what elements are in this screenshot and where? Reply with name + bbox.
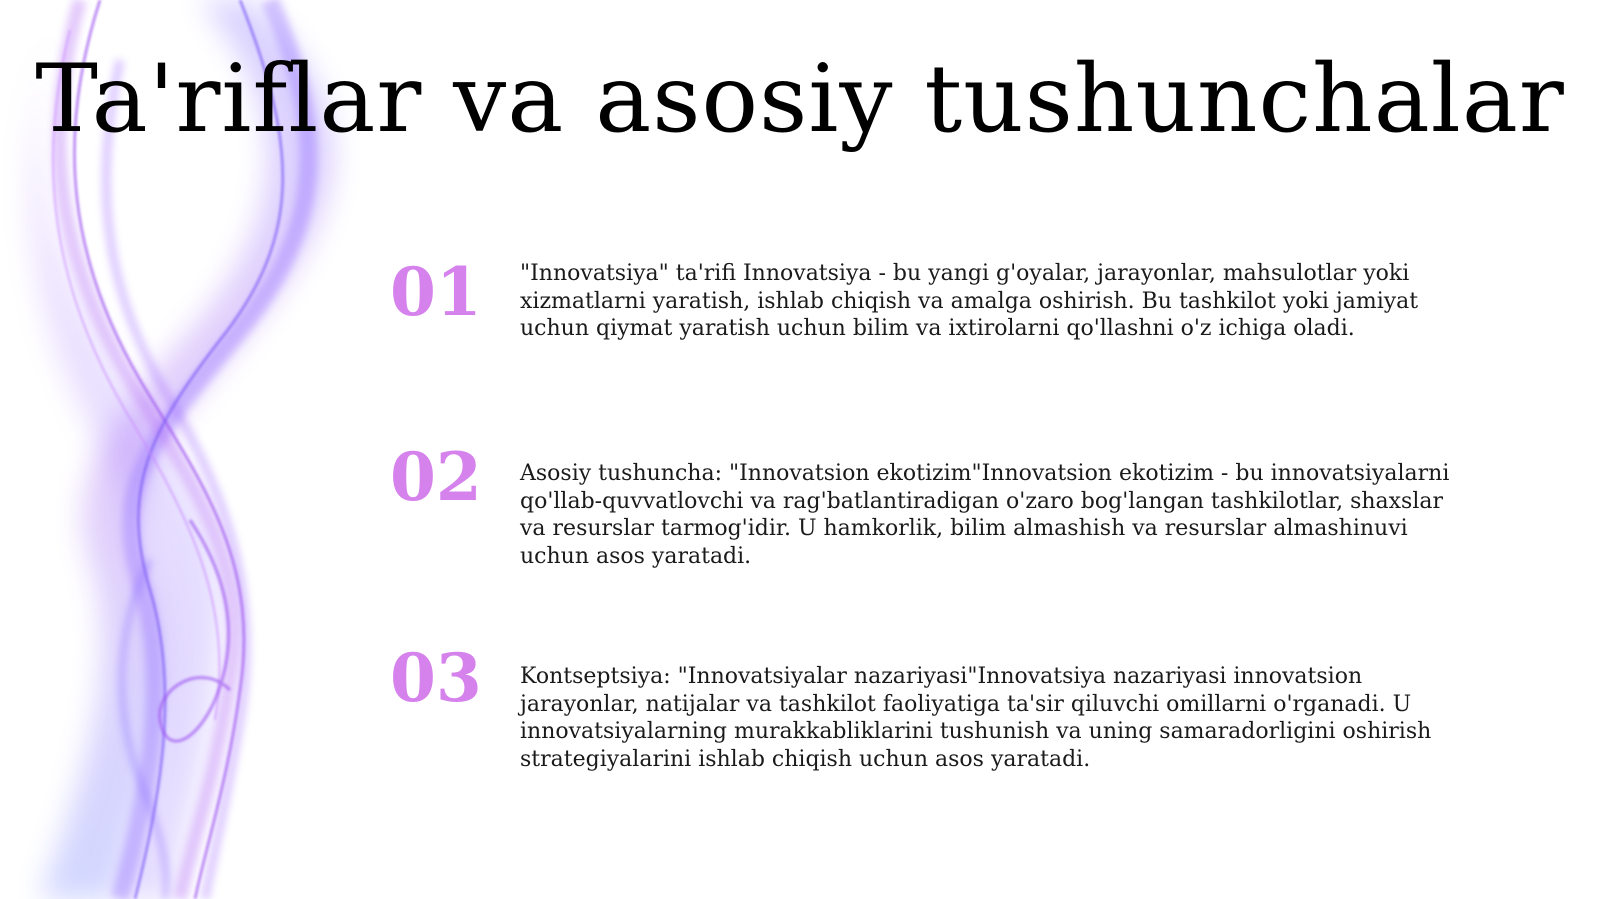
page-title: Ta'riflar va asosiy tushunchalar xyxy=(35,45,1565,154)
item-number: 01 xyxy=(390,253,482,331)
item-number: 02 xyxy=(390,438,482,516)
item-text: Asosiy tushuncha: "Innovatsion ekotizim"Innovatsion ekotizim - bu innovatsiyalarni qo'llab-quvvatlovchi va rag'batlantiradigan o'zaro bog'langan tashkilotlar, shaxslar va resurslar tarmog'idir. U hamkorlik, bilim almashish va resurslar almashinuvi uchun asos yaratadi. xyxy=(520,461,1450,569)
item-number: 03 xyxy=(390,639,482,717)
item-text: Kontseptsiya: "Innovatsiyalar nazariyasi"Innovatsiya nazariyasi innovatsion jarayonlar, natijalar va tashkilot faoliyatiga ta'sir qiluvchi omillarni o'rganadi. U innovatsiyalarning murakkabliklarini tushunish va uning samaradorligini oshirish strategiyalarini ishlab chiqish uchun asos yaratadi. xyxy=(520,664,1432,772)
item-text: "Innovatsiya" ta'rifi Innovatsiya - bu yangi g'oyalar, jarayonlar, mahsulotlar yoki xizmatlarni yaratish, ishlab chiqish va amalga oshirish. Bu tashkilot yoki jamiyat uchun qiymat yaratish uchun bilim va ixtirolarni qo'llashni o'z ichiga oladi. xyxy=(520,261,1419,341)
